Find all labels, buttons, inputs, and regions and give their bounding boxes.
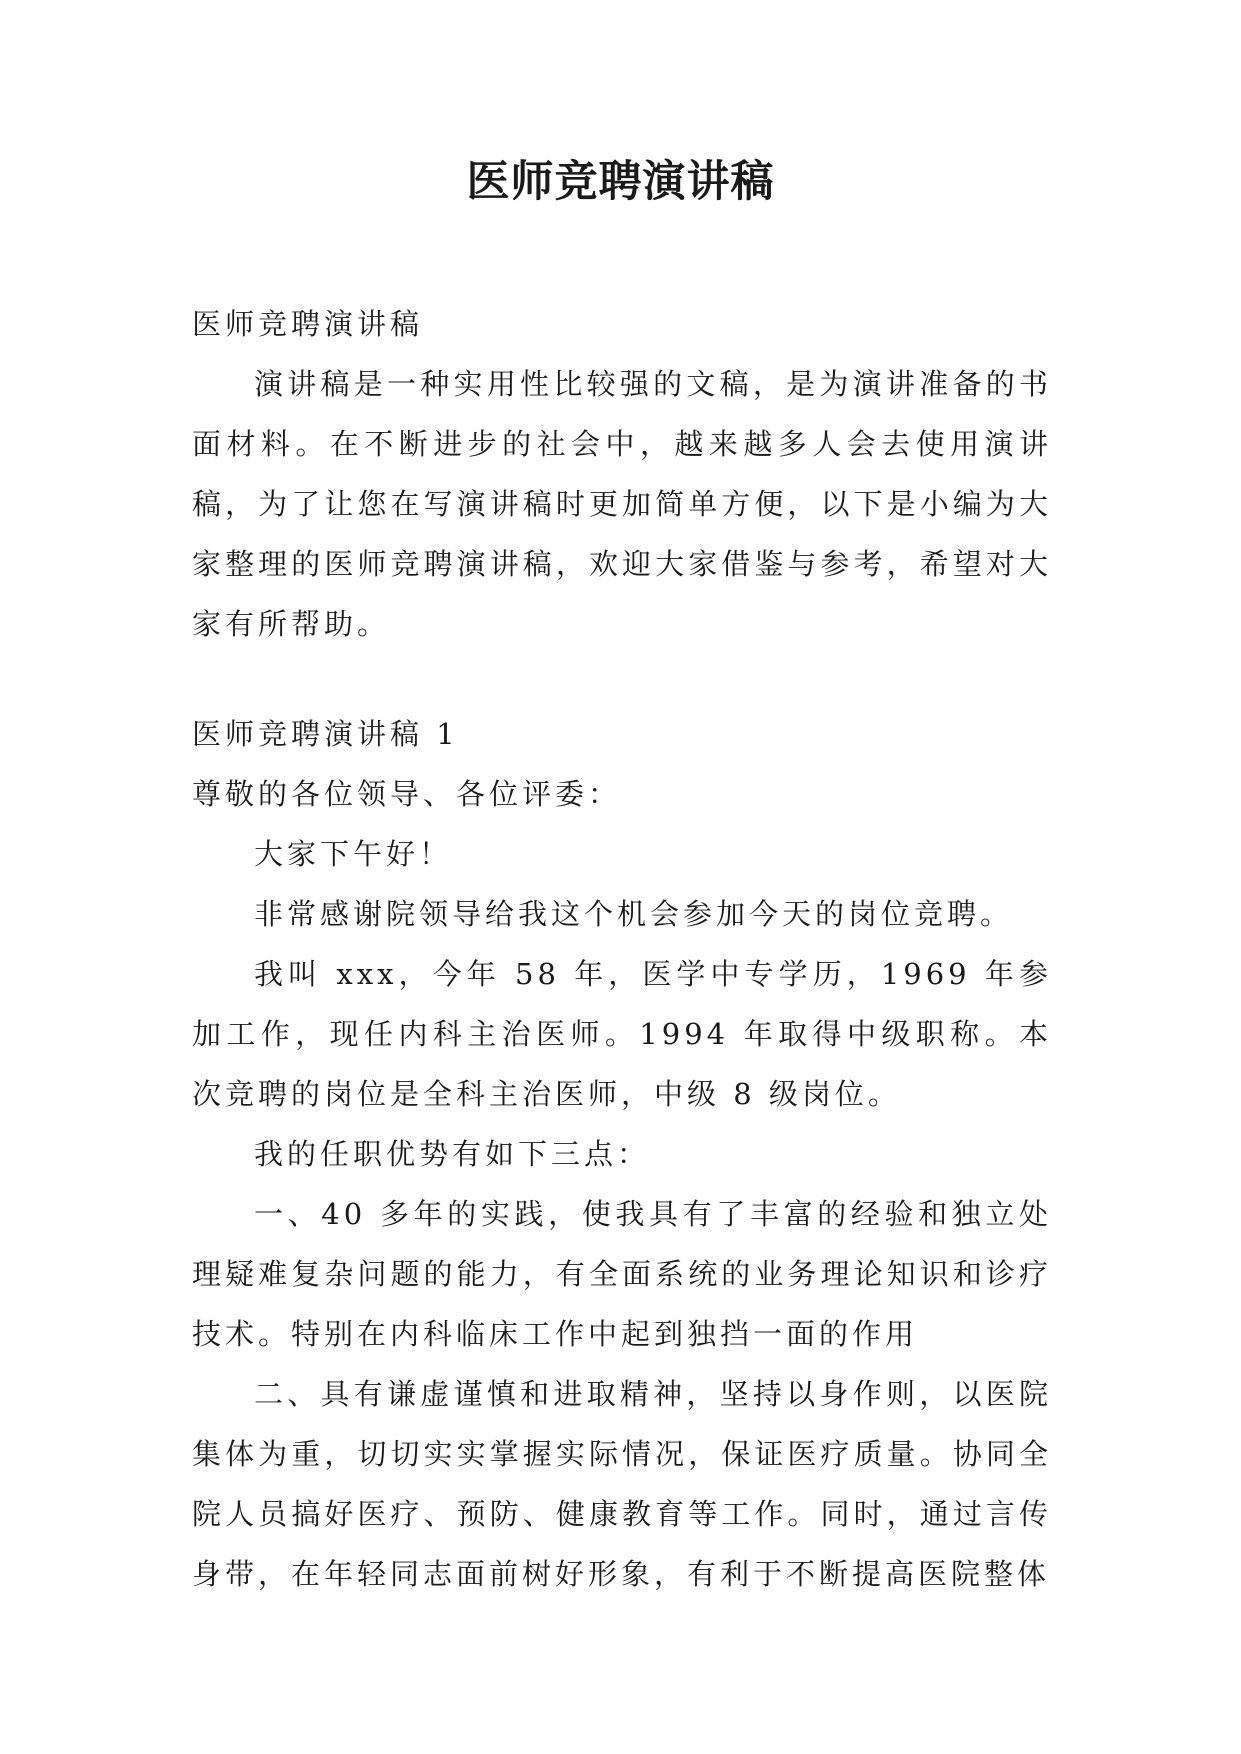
body-paragraph-advantages-heading: 我的任职优势有如下三点： bbox=[254, 1137, 651, 1171]
salutation: 尊敬的各位领导、各位评委： bbox=[192, 777, 622, 811]
document-subtitle: 医师竞聘演讲稿 bbox=[192, 307, 424, 341]
document-title: 医师竞聘演讲稿 bbox=[466, 157, 775, 207]
body-paragraph-advantage-2: 二、具有谦虚谨慎和进取精神，坚持以身作则，以医院集体为重，切切实实掌握实际情况，保证医疗质量。协同全院人员搞好医疗、预防、健康教育等工作。同时，通过言传身带，在年轻同志面前树好形象，有利于不断提高医院整体 bbox=[192, 1377, 1052, 1591]
body-paragraph-greeting: 大家下午好！ bbox=[254, 837, 453, 871]
body-paragraph-advantage-1: 一、40 多年的实践，使我具有了丰富的经验和独立处理疑难复杂问题的能力，有全面系统的业务理论知识和诊疗技术。特别在内科临床工作中起到独挡一面的作用 bbox=[192, 1197, 1052, 1351]
section-heading: 医师竞聘演讲稿 1 bbox=[192, 717, 459, 751]
document-body bbox=[192, 294, 1052, 1604]
body-paragraph-thanks: 非常感谢院领导给我这个机会参加今天的岗位竞聘。 bbox=[254, 897, 1014, 931]
body-paragraph-self-intro: 我叫 xxx，今年 58 年，医学中专学历，1969 年参加工作，现任内科主治医师。1994 年取得中级职称。本次竞聘的岗位是全科主治医师，中级 8 级岗位。 bbox=[192, 957, 1052, 1111]
intro-paragraph: 演讲稿是一种实用性比较强的文稿，是为演讲准备的书面材料。在不断进步的社会中，越来越多人会去使用演讲稿，为了让您在写演讲稿时更加简单方便，以下是小编为大家整理的医师竞聘演讲稿，欢迎大家借鉴与参考，希望对大家有所帮助。 bbox=[192, 367, 1052, 641]
section-gap bbox=[192, 654, 1052, 704]
